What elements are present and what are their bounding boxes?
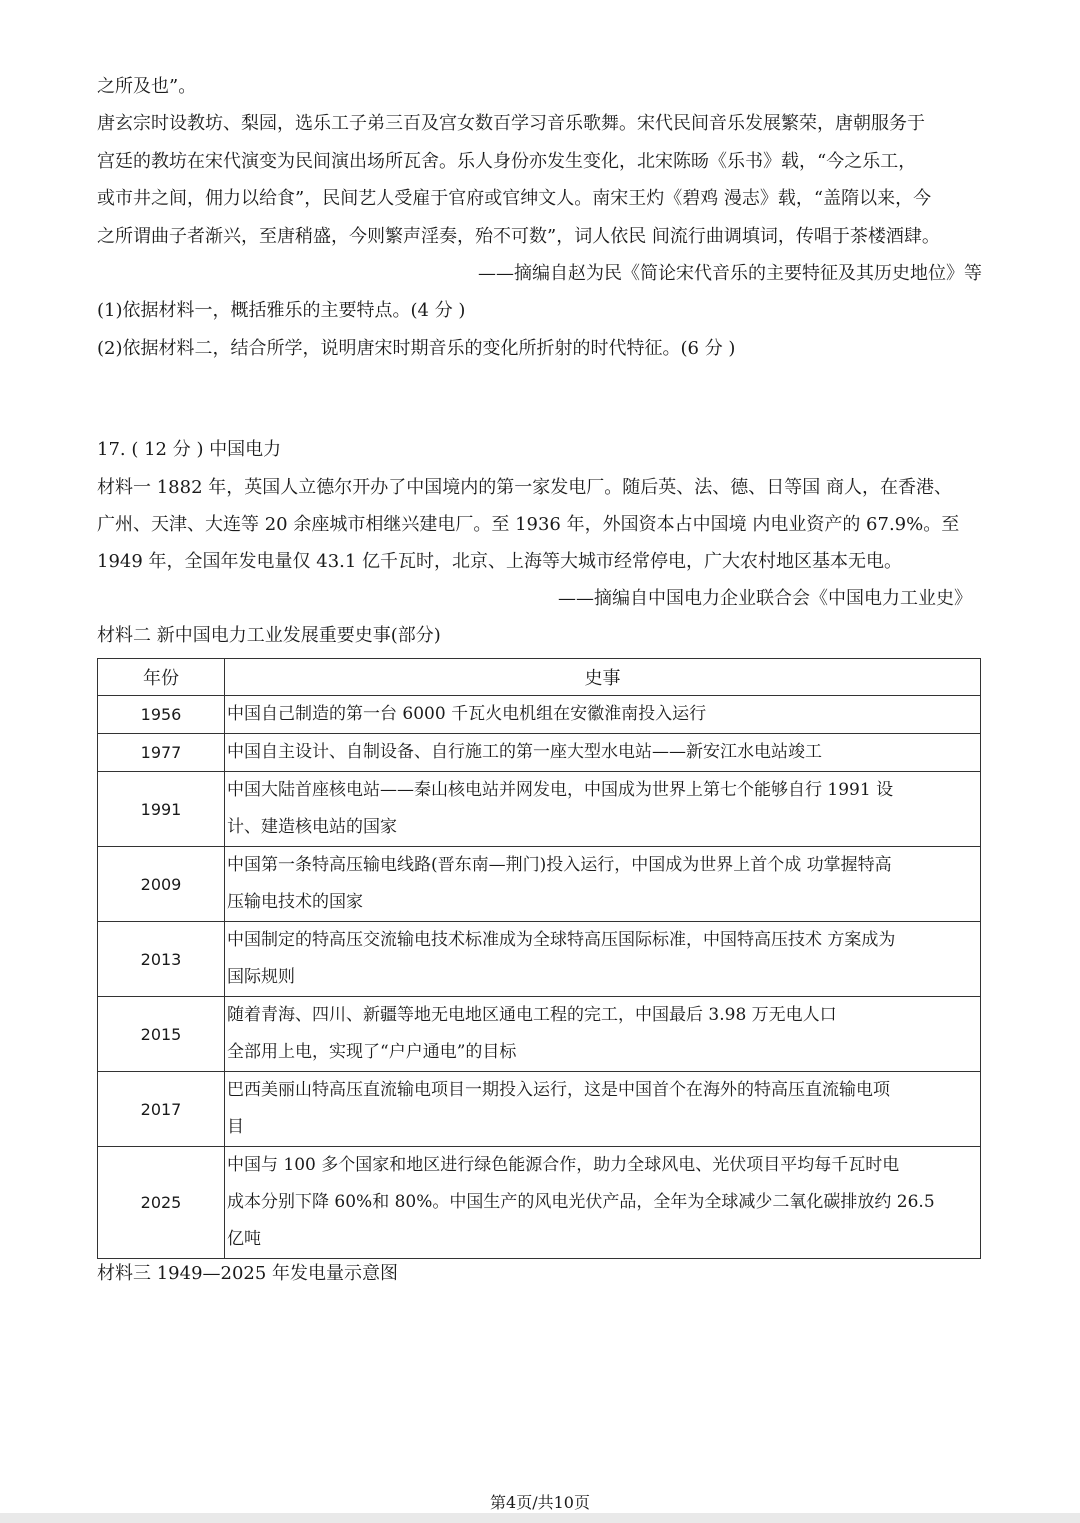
material-line: 之所及也”。 — [97, 76, 197, 97]
event-line: 中国第一条特高压输电线路(晋东南—荆门)投入运行，中国成为世界上首个成 功掌握特高 — [227, 855, 892, 875]
table-row — [98, 997, 981, 1072]
year-cell: 2017 — [98, 1072, 225, 1147]
material1-line: 1949 年，全国年发电量仅 43.1 亿千瓦时，北京、上海等大城市经常停电，广大农村地区基本无电。 — [97, 551, 903, 572]
event-cell — [225, 772, 981, 847]
material-line: 或市井之间，佣力以给食”，民间艺人受雇于官府或官绅文人。南宋王灼《碧鸡 漫志》载，“盖隋以来，今 — [97, 188, 932, 209]
event-cell — [225, 696, 981, 734]
material3-title: 材料三 1949—2025 年发电量示意图 — [97, 1263, 399, 1284]
question-17-heading: 17. ( 12 分 ) 中国电力 — [97, 439, 282, 460]
event-cell — [225, 922, 981, 997]
table-header-year: 年份 — [98, 659, 225, 696]
bottom-edge — [0, 1513, 1080, 1523]
event-line: 目 — [227, 1117, 244, 1137]
event-cell — [225, 734, 981, 772]
event-cell — [225, 1147, 981, 1259]
event-line: 亿吨 — [227, 1229, 261, 1249]
event-cell — [225, 1072, 981, 1147]
event-line: 中国制定的特高压交流输电技术标准成为全球特高压国际标准，中国特高压技术 方案成为 — [227, 930, 896, 950]
year-cell: 1977 — [98, 734, 225, 772]
question-16-1: (1)依据材料一，概括雅乐的主要特点。(4 分 ) — [97, 300, 466, 321]
year-cell: 2015 — [98, 997, 225, 1072]
event-line: 压输电技术的国家 — [227, 892, 363, 912]
event-line: 中国自己制造的第一台 6000 千瓦火电机组在安徽淮南投入运行 — [227, 704, 707, 724]
page-footer: 第4页/共10页 — [490, 1493, 590, 1512]
event-cell — [225, 847, 981, 922]
table-row — [98, 772, 981, 847]
material-source: ——摘编自赵为民《简论宋代音乐的主要特征及其历史地位》等 — [478, 263, 982, 284]
table-row — [98, 1147, 981, 1259]
event-line: 中国大陆首座核电站——秦山核电站并网发电，中国成为世界上第七个能够自行 1991 设 — [227, 780, 894, 800]
event-line: 中国与 100 多个国家和地区进行绿色能源合作，助力全球风电、光伏项目平均每千瓦时电 — [227, 1155, 900, 1175]
table-row — [98, 847, 981, 922]
event-line: 随着青海、四川、新疆等地无电地区通电工程的完工，中国最后 3.98 万无电人口 — [227, 1005, 837, 1025]
event-line: 中国自主设计、自制设备、自行施工的第一座大型水电站——新安江水电站竣工 — [227, 742, 822, 762]
event-line: 成本分别下降 60%和 80%。中国生产的风电光伏产品，全年为全球减少二氧化碳排放约 26.5 — [227, 1192, 935, 1212]
material2-title: 材料二 新中国电力工业发展重要史事(部分) — [97, 625, 441, 646]
event-line: 巴西美丽山特高压直流输电项目一期投入运行，这是中国首个在海外的特高压直流输电项 — [227, 1080, 890, 1100]
table-header-event: 史事 — [225, 659, 981, 696]
event-line: 全部用上电，实现了“户户通电”的目标 — [227, 1042, 517, 1062]
year-cell: 2025 — [98, 1147, 225, 1259]
year-cell: 1991 — [98, 772, 225, 847]
event-line: 计、建造核电站的国家 — [227, 817, 397, 837]
event-line: 国际规则 — [227, 967, 295, 987]
question-16-2: (2)依据材料二，结合所学，说明唐宋时期音乐的变化所折射的时代特征。(6 分 ) — [97, 338, 736, 359]
table-header-row — [98, 659, 981, 696]
material1-line: 广州、天津、大连等 20 余座城市相继兴建电厂。至 1936 年，外国资本占中国境 内电业资产的 67.9%。至 — [97, 514, 960, 535]
table-row — [98, 1072, 981, 1147]
table-row — [98, 734, 981, 772]
table-row — [98, 696, 981, 734]
year-cell: 1956 — [98, 696, 225, 734]
event-cell — [225, 997, 981, 1072]
material-line: 宫廷的教坊在宋代演变为民间演出场所瓦舍。乐人身份亦发生变化，北宋陈旸《乐书》载，“今之乐工， — [97, 151, 917, 172]
events-table — [97, 658, 981, 1259]
year-cell: 2013 — [98, 922, 225, 997]
material-line: 之所谓曲子者渐兴，至唐稍盛，今则繁声淫奏，殆不可数”，词人依民 间流行曲调填词，传唱于茶楼酒肆。 — [97, 226, 940, 247]
material-line: 唐玄宗时设教坊、梨园，选乐工子弟三百及宫女数百学习音乐歌舞。宋代民间音乐发展繁荣，唐朝服务于 — [97, 113, 925, 134]
material1-source: ——摘编自中国电力企业联合会《中国电力工业史》 — [558, 588, 972, 609]
table-row — [98, 922, 981, 997]
material1-line: 材料一 1882 年，英国人立德尔开办了中国境内的第一家发电厂。随后英、法、德、日等国 商人，在香港、 — [97, 477, 952, 498]
year-cell: 2009 — [98, 847, 225, 922]
